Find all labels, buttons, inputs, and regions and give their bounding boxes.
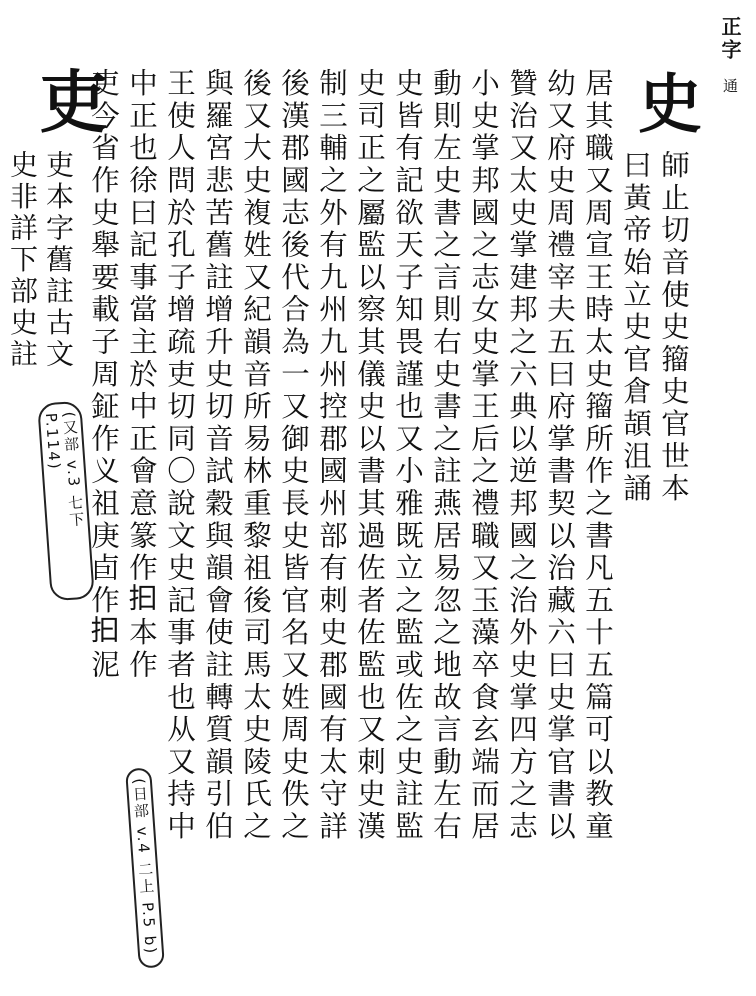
text-column: 王使人問於孔子增疏吏切同〇說文史記事者也从又持中 bbox=[163, 68, 196, 844]
text-column: 史皆有記欲天子知畏謹也又小雅既立之監或佐之史註監 bbox=[391, 68, 424, 844]
text-column: 後漢郡國志後代合為一又御史長史皆官名又姓周史佚之 bbox=[277, 68, 310, 844]
text-column: 制三輔之外有九州九州控郡國州部有刺史郡國有太守詳 bbox=[315, 68, 348, 844]
text-column: 後又大史複姓又紀韻音所易林重黎祖後司馬太史陵氏之 bbox=[239, 68, 272, 844]
text-column: 與羅宮悲苦舊註增升史切音試穀與韻會使註轉質韻引伯 bbox=[201, 68, 234, 844]
text-column: 史非詳下部史註 bbox=[6, 150, 39, 371]
running-header bbox=[720, 16, 740, 95]
running-header-subtitle: 通 bbox=[721, 77, 739, 95]
running-header-title: 正字 bbox=[718, 16, 742, 62]
text-column: 曰黃帝始立史官倉頡沮誦 bbox=[619, 150, 652, 506]
text-column: 動則左史書之言則右史書之註燕居易忽之地故言動左右 bbox=[429, 68, 462, 844]
text-column: 小史掌邦國之志女史掌王后之禮職又玉藻卒食玄端而居 bbox=[467, 68, 500, 844]
source-note: (又部 v.3 七下 P.114) bbox=[37, 401, 95, 602]
text-column: 中正也徐曰記事當主於中正會意篆作𢪏本作 bbox=[125, 68, 158, 682]
text-column: 贊治又太史掌建邦之六典以逆邦國之治外史掌四方之志 bbox=[505, 68, 538, 844]
source-note: (日部 v.4 二上 P.5 b) bbox=[125, 767, 165, 968]
entry-headword: 吏 bbox=[28, 66, 108, 134]
text-column: 幼又府史周禮宰夫五曰府掌書契以治藏六曰史掌官書以 bbox=[543, 68, 576, 844]
entry-headword: 史 bbox=[627, 70, 702, 134]
text-column: 師止切音使史籀史官世本 bbox=[657, 150, 690, 506]
text-column: 吏本字舊註古文 bbox=[42, 150, 75, 371]
text-column: 居其職又周宣王時太史籀所作之書凡五十五篇可以教童 bbox=[581, 68, 614, 844]
text-column: 史司正之屬監以察其儀史以書其過佐者佐監也又刺史漢 bbox=[353, 68, 386, 844]
text-column: 吏今省作史舉要載子周鉦作义祖庚卣作𢪏泥 bbox=[87, 68, 120, 682]
